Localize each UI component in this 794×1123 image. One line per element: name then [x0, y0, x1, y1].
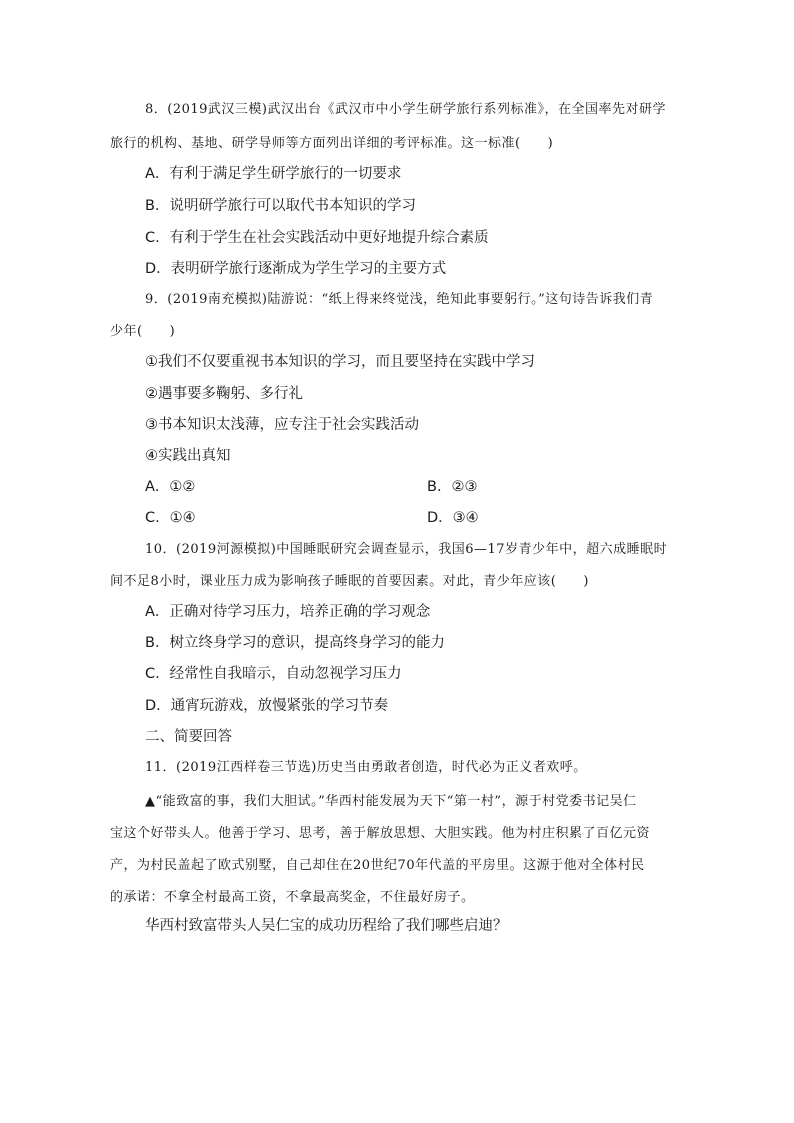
- q10-option-a: A．正确对待学习压力，培养正确的学习观念: [145, 604, 431, 620]
- q9-stem-line-1: 9．(2019南充模拟)陆游说：“纸上得来终觉浅，绝知此事要躬行。”这句诗告诉我们青: [145, 292, 654, 307]
- q10-option-b: B．树立终身学习的意识，提高终身学习的能力: [145, 635, 445, 651]
- q9-option-b: B．②③: [427, 479, 478, 495]
- q8-option-b: B．说明研学旅行可以取代书本知识的学习: [145, 198, 416, 214]
- q10-option-d: D．通宵玩游戏，放慢紧张的学习节奏: [145, 698, 389, 714]
- q9-option-d: D．③④: [427, 510, 479, 526]
- q11-stem: 11．(2019江西样卷三节选)历史当由勇敢者创造，时代必为正义者欢呼。: [145, 760, 587, 775]
- q9-option-c: C．①④: [145, 510, 196, 526]
- q8-option-c: C．有利于学生在社会实践活动中更好地提升综合素质: [145, 230, 489, 246]
- q11-question: 华西村致富带头人吴仁宝的成功历程给了我们哪些启迪？: [145, 918, 508, 934]
- q9-statement-1: ①我们不仅要重视书本知识的学习，而且要坚持在实践中学习: [145, 354, 535, 370]
- section-heading: 二、简要回答: [145, 729, 232, 745]
- q10-stem-line-1: 10．(2019河源模拟)中国睡眠研究会调查显示，我国6—17岁青少年中，超六成睡眠时: [145, 542, 668, 557]
- q8-stem-line-2: 旅行的机构、基地、研学导师等方面列出详细的考评标准。这一标准( ): [110, 136, 554, 151]
- q8-option-d: D．表明研学旅行逐渐成为学生学习的主要方式: [145, 261, 447, 277]
- q11-material-line-4: 的承诺：不拿全村最高工资，不拿最高奖金，不住最好房子。: [110, 890, 475, 905]
- q9-option-a: A．①②: [145, 479, 196, 495]
- q8-stem-line-1: 8．(2019武汉三模)武汉出台《武汉市中小学生研学旅行系列标准》，在全国率先对研学: [145, 102, 666, 117]
- q11-material-line-1: ▲“能致富的事，我们大胆试。”华西村能发展为天下“第一村”，源于村党委书记吴仁: [145, 794, 637, 809]
- q9-statement-3: ③书本知识太浅薄，应专注于社会实践活动: [145, 417, 419, 433]
- q9-stem-line-2: 少年( ): [110, 324, 176, 339]
- q10-option-c: C．经常性自我暗示，自动忽视学习压力: [145, 666, 402, 682]
- q9-statement-2: ②遇事要多鞠躬、多行礼: [145, 386, 303, 402]
- q8-option-a: A．有利于满足学生研学旅行的一切要求: [145, 166, 402, 182]
- q9-statement-4: ④实践出真知: [145, 448, 231, 464]
- q11-material-line-2: 宝这个好带头人。他善于学习、思考，善于解放思想、大胆实践。他为村庄积累了百亿元资: [110, 826, 651, 841]
- q10-stem-line-2: 间不足8小时，课业压力成为影响孩子睡眠的首要因素。对此，青少年应该( ): [110, 574, 589, 589]
- q11-material-line-3: 产，为村民盖起了欧式别墅，自己却住在20世纪70年代盖的平房里。这源于他对全体村民: [110, 858, 645, 873]
